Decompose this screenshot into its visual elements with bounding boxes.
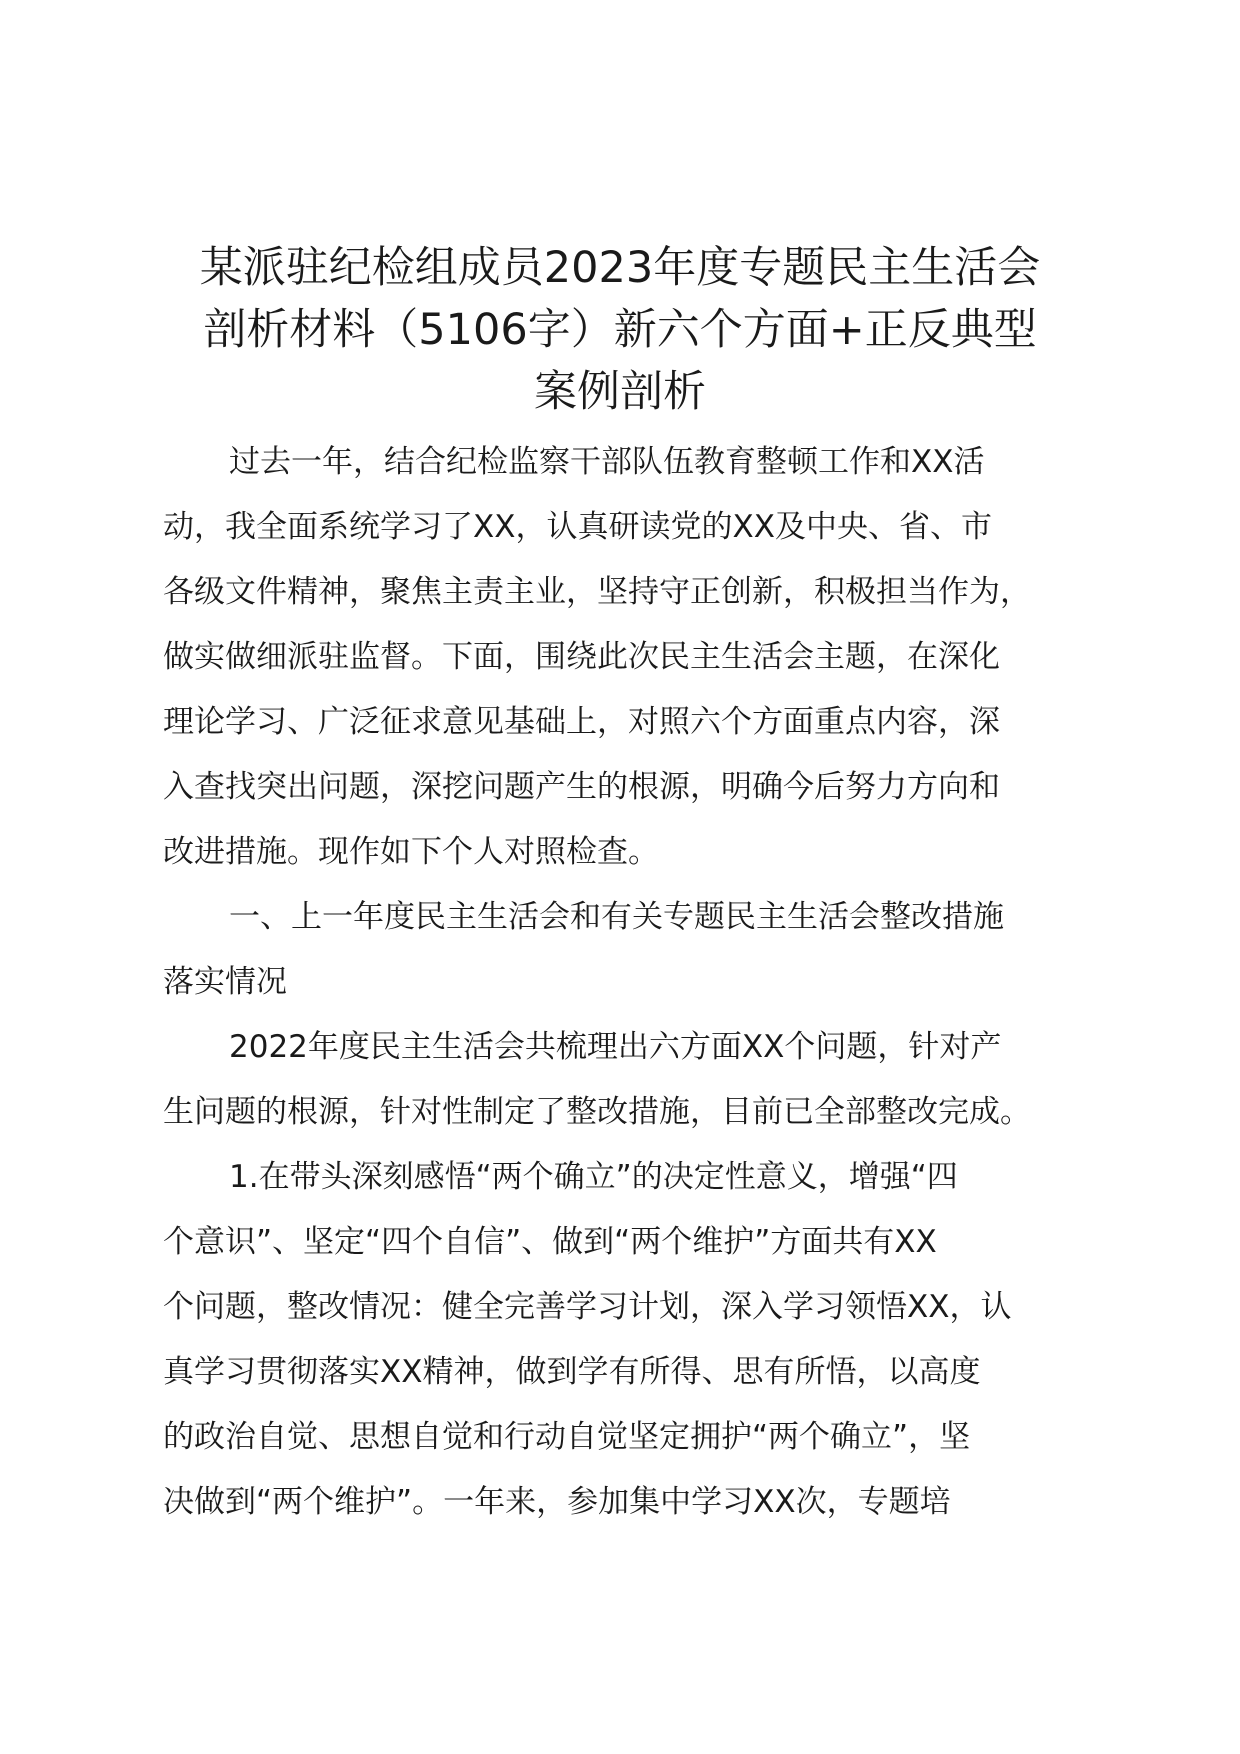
section-heading-1 (163, 885, 1113, 1015)
text-line: 改进措施。现作如下个人对照检查。 (163, 834, 659, 870)
title-line: 剖析材料（5106字）新六个方面+正反典型 (203, 305, 1037, 355)
title-line: 某派驻纪检组成员2023年度专题民主生活会 (199, 243, 1041, 293)
text-line: 1.在带头深刻感悟“两个确立”的决定性意义，增强“四 (229, 1159, 958, 1195)
text-line: 做实做细派驻监督。下面，围绕此次民主生活会主题，在深化 (163, 639, 1000, 675)
text-line: 真学习贯彻落实XX精神，做到学有所得、思有所悟，以高度 (163, 1354, 981, 1390)
paragraph-summary (163, 1015, 1113, 1145)
text-line: 各级文件精神，聚焦主责主业，坚持守正创新，积极担当作为， (163, 574, 1031, 610)
text-line: 2022年度民主生活会共梳理出六方面XX个问题，针对产 (229, 1029, 1002, 1065)
title-line: 案例剖析 (534, 367, 706, 417)
text-line: 入查找突出问题，深挖问题产生的根源，明确今后努力方向和 (163, 769, 1000, 805)
text-line: 过去一年，结合纪检监察干部队伍教育整顿工作和XX活 (229, 444, 985, 480)
text-line: 个意识”、坚定“四个自信”、做到“两个维护”方面共有XX (163, 1224, 937, 1260)
text-line: 决做到“两个维护”。一年来，参加集中学习XX次，专题培 (163, 1484, 951, 1520)
document-body (163, 430, 1113, 1535)
text-line: 一、上一年度民主生活会和有关专题民主生活会整改措施 (229, 899, 1004, 935)
text-line: 动，我全面系统学习了XX，认真研读党的XX及中央、省、市 (163, 509, 992, 545)
text-line: 生问题的根源，针对性制定了整改措施，目前已全部整改完成。 (163, 1094, 1031, 1130)
text-line: 的政治自觉、思想自觉和行动自觉坚定拥护“两个确立”，坚 (163, 1419, 971, 1455)
document-title (150, 237, 1090, 423)
paragraph-item-1 (163, 1145, 1113, 1535)
text-line: 落实情况 (163, 964, 287, 1000)
paragraph-intro (163, 430, 1113, 885)
text-line: 个问题，整改情况：健全完善学习计划，深入学习领悟XX，认 (163, 1289, 1012, 1325)
text-line: 理论学习、广泛征求意见基础上，对照六个方面重点内容，深 (163, 704, 1000, 740)
